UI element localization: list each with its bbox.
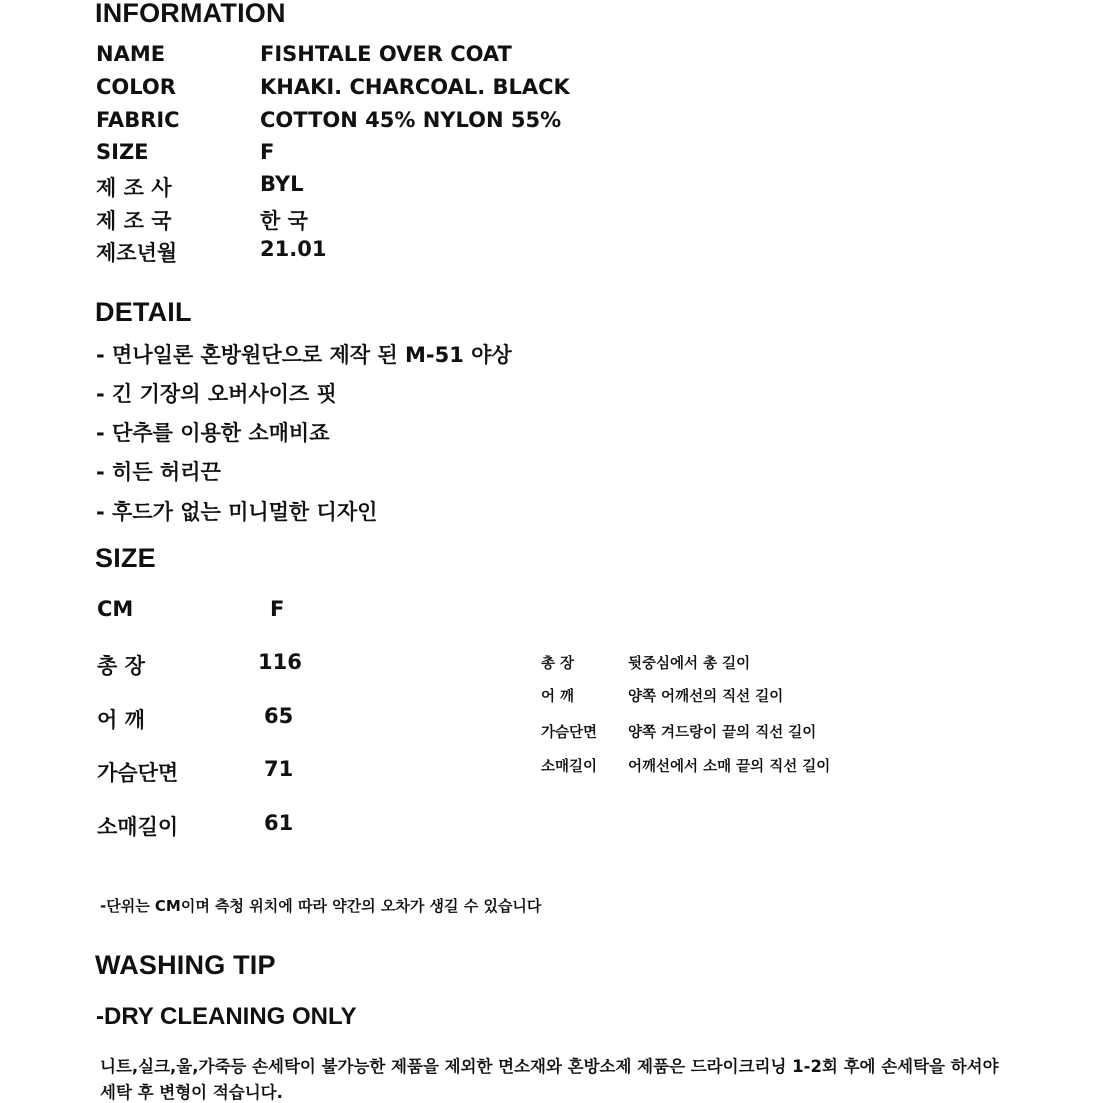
size-header-label: CM — [97, 597, 134, 621]
detail-item: - 후드가 없는 미니멀한 디자인 — [96, 500, 378, 524]
info-value-fabric: COTTON 45% NYLON 55% — [260, 108, 562, 132]
info-label-country: 제 조 국 — [96, 209, 172, 233]
washing-title: WASHING TIP — [95, 950, 276, 980]
size-value-length: 116 — [258, 650, 302, 674]
info-value-color: KHAKI. CHARCOAL. BLACK — [260, 75, 570, 99]
legend-definition: 양쪽 어깨선의 직선 길이 — [628, 689, 784, 705]
info-label-name: NAME — [96, 42, 166, 66]
info-value-name: FISHTALE OVER COAT — [260, 42, 512, 66]
size-note: -단위는 CM이며 측청 위치에 따라 약간의 오차가 생길 수 있습니다 — [100, 897, 542, 915]
info-label-color: COLOR — [96, 75, 176, 99]
detail-title: DETAIL — [95, 297, 192, 327]
legend-term: 총 장 — [541, 656, 575, 672]
detail-item: - 히든 허리끈 — [96, 460, 221, 484]
detail-item: - 면나일론 혼방원단으로 제작 된 M-51 야상 — [96, 343, 512, 367]
size-header-value: F — [270, 597, 285, 621]
size-label-sleeve: 소매길이 — [97, 815, 179, 839]
legend-term: 소매길이 — [541, 759, 598, 775]
information-title: INFORMATION — [95, 0, 286, 28]
info-label-date: 제조년월 — [96, 241, 178, 265]
size-value-chest: 71 — [264, 757, 294, 781]
washing-body-line: 니트,실크,울,가죽등 손세탁이 불가능한 제품을 제외한 면소재와 혼방소제 제품은 드라이크리닝 1-2회 후에 손세탁을 하셔야 — [100, 1057, 999, 1076]
size-label-shoulder: 어 깨 — [97, 708, 145, 732]
size-title: SIZE — [95, 543, 156, 573]
size-label-length: 총 장 — [97, 654, 145, 678]
info-value-size: F — [260, 140, 275, 164]
legend-term: 어 깨 — [541, 689, 575, 705]
legend-definition: 양쪽 겨드랑이 끝의 직선 길이 — [628, 725, 817, 741]
info-value-country: 한 국 — [260, 209, 308, 233]
size-value-sleeve: 61 — [264, 811, 294, 835]
legend-definition: 어깨선에서 소매 끝의 직선 길이 — [628, 759, 831, 775]
legend-definition: 뒷중심에서 총 길이 — [628, 656, 751, 672]
info-value-date: 21.01 — [260, 237, 327, 261]
size-label-chest: 가슴단면 — [97, 761, 179, 785]
size-value-shoulder: 65 — [264, 704, 294, 728]
info-label-size: SIZE — [96, 140, 149, 164]
info-value-manufacturer: BYL — [260, 172, 304, 196]
info-label-fabric: FABRIC — [96, 108, 180, 132]
info-label-manufacturer: 제 조 사 — [96, 176, 172, 200]
washing-body-line: 세탁 후 변형이 적습니다. — [100, 1083, 283, 1102]
detail-item: - 긴 기장의 오버사이즈 핏 — [96, 382, 337, 406]
legend-term: 가슴단면 — [541, 725, 598, 741]
washing-subtitle: -DRY CLEANING ONLY — [96, 1003, 357, 1030]
detail-item: - 단추를 이용한 소매비죠 — [96, 421, 330, 445]
